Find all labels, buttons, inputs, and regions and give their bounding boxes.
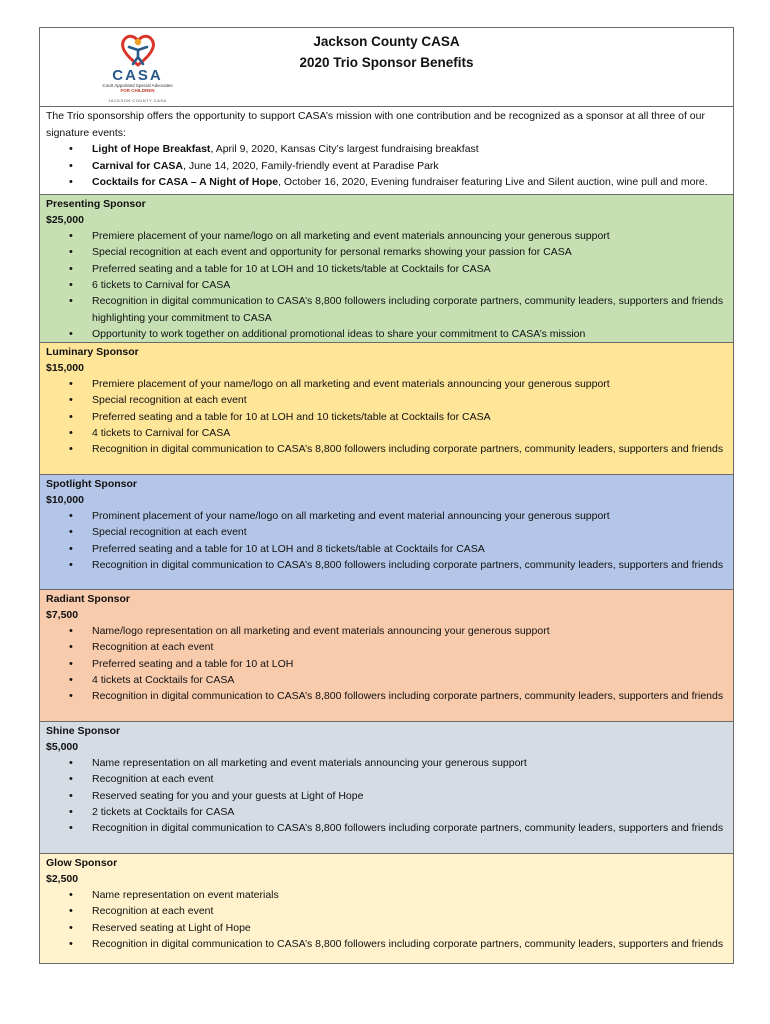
title-line-1: Jackson County CASA [313,34,460,49]
benefit-item: • Special recognition at each event [46,392,727,408]
benefit-item: • Preferred seating and a table for 10 at LOH [46,656,727,672]
benefit-item: • Premiere placement of your name/logo on all marketing and event materials announcing your generous support [46,228,727,244]
benefit-item: • Reserved seating for you and your guests at Light of Hope [46,788,727,804]
benefit-item: • Preferred seating and a table for 10 at LOH and 10 tickets/table at Cocktails for CASA [46,261,727,277]
benefit-list [46,755,727,836]
tier-glow [40,854,733,963]
benefit-item: • Recognition at each event [46,903,727,919]
benefit-item: • 4 tickets at Cocktails for CASA [46,672,727,688]
benefit-item: • Recognition in digital communication to CASA’s 8,800 followers including corporate partners, community leaders, supporters and friends [46,820,727,836]
benefit-item: • Recognition in digital communication to CASA’s 8,800 followers including corporate partners, community leaders, supporters and friends [46,688,727,704]
event-name: Light of Hope Breakfast [92,143,211,155]
tier-name: Presenting Sponsor [46,197,146,210]
benefit-item: • 6 tickets to Carnival for CASA [46,277,727,293]
benefit-item: • 2 tickets at Cocktails for CASA [46,804,727,820]
event-detail: , April 9, 2020, Kansas City’s largest fundraising breakfast [210,143,479,155]
benefit-item: • Special recognition at each event [46,524,727,540]
event-name: Cocktails for CASA – A Night of Hope [92,176,279,188]
benefit-item: • Recognition in digital communication to CASA’s 8,800 followers including corporate partners, community leaders, supporters and friends [46,441,727,457]
benefit-item: • Opportunity to work together on additional promotional ideas to share your commitment to CASA’s mission [46,326,727,342]
tier-price: $7,500 [46,608,79,621]
benefit-item: • Prominent placement of your name/logo on all marketing and event material announcing your generous support [46,508,727,524]
tier-shine [40,722,733,854]
logo-tagline: Court Appointed Special Advocates [102,83,173,88]
intro-section [40,107,733,195]
benefit-list [46,508,727,573]
logo-wordmark: CASA [112,67,163,84]
intro-text: The Trio sponsorship offers the opportunity to support CASA’s mission with one contribution and be recognized as a sponsor at all three of our signature events: [46,110,705,139]
benefit-item: • Premiere placement of your name/logo on all marketing and event materials announcing your generous support [46,376,727,392]
tier-name: Radiant Sponsor [46,592,131,605]
event-name: Carnival for CASA [92,159,184,172]
page-title [40,31,733,73]
tier-price: $2,500 [46,872,79,885]
benefit-item: • Preferred seating and a table for 10 at LOH and 10 tickets/table at Cocktails for CASA [46,409,727,425]
benefit-item: • Reserved seating at Light of Hope [46,920,727,936]
benefit-item: • Name/logo representation on all marketing and event materials announcing your generous support [46,623,727,639]
tier-luminary [40,343,733,475]
benefit-item: • Recognition in digital communication to CASA’s 8,800 followers including corporate partners, community leaders, supporters and friends [46,557,727,573]
benefit-item: • Recognition in digital communication to CASA’s 8,800 followers including corporate partners, community leaders, supporters and friends [46,936,727,952]
benefit-item: • Name representation on all marketing and event materials announcing your generous support [46,755,727,771]
tier-presenting [40,195,733,343]
benefit-item: • 4 tickets to Carnival for CASA [46,425,727,441]
logo-tagline-children: FOR CHILDREN [120,88,155,93]
event-list [46,141,727,191]
event-detail: , June 14, 2020, Family-friendly event at Paradise Park [183,159,439,172]
tier-price: $10,000 [46,493,84,506]
event-item [46,141,727,158]
tier-radiant [40,590,733,722]
benefit-item: • Name representation on event materials [46,887,727,903]
benefit-item: • Preferred seating and a table for 10 at LOH and 8 tickets/table at Cocktails for CASA [46,541,727,557]
tier-name: Glow Sponsor [46,856,118,869]
tier-name: Spotlight Sponsor [46,477,137,490]
benefit-item: • Recognition in digital communication to CASA’s 8,800 followers including corporate partners, community leaders, supporters and friends highlighting your commitment to CASA [46,293,727,326]
benefit-list [46,228,727,342]
tier-price: $5,000 [46,740,79,753]
benefit-list [46,376,727,457]
title-line-2: 2020 Trio Sponsor Benefits [299,55,474,70]
tier-price: $25,000 [46,213,84,226]
benefit-list [46,623,727,704]
header [40,28,733,107]
sponsor-benefits-sheet [39,27,734,964]
event-item [46,158,727,175]
tier-spotlight [40,475,733,590]
tier-name: Luminary Sponsor [46,345,139,358]
event-detail: , October 16, 2020, Evening fundraiser featuring Live and Silent auction, wine pull and more. [278,176,708,188]
event-item [46,174,727,191]
tier-name: Shine Sponsor [46,724,121,737]
benefit-item: • Special recognition at each event and opportunity for personal remarks showing your passion for CASA [46,244,727,260]
benefit-list [46,887,727,952]
logo-org-name: JACKSON COUNTY CASA [108,98,167,103]
benefit-item: • Recognition at each event [46,639,727,655]
benefit-item: • Recognition at each event [46,771,727,787]
tier-price: $15,000 [46,361,84,374]
